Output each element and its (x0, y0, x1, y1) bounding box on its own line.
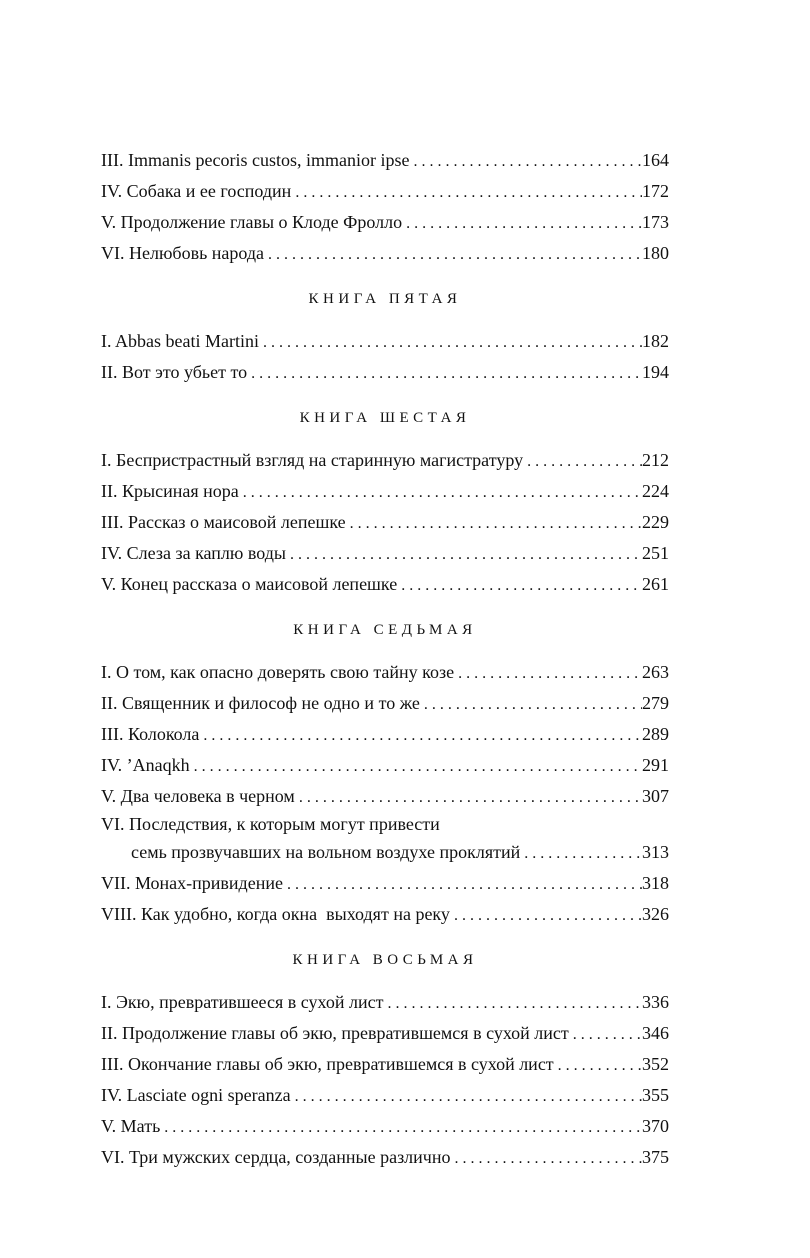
dot-leader (295, 1081, 642, 1112)
dot-leader (299, 782, 642, 813)
toc-entry (101, 1111, 669, 1142)
entry-title: V. Конец рассказа о маисовой лепешке (101, 574, 398, 594)
entry-title: I. Abbas beati Martini (101, 331, 259, 351)
chapter-group-continued (101, 145, 669, 269)
entry-page: 261 (642, 574, 669, 594)
dot-leader (424, 689, 642, 720)
entry-title-line2-row (101, 837, 669, 868)
entry-page: 355 (642, 1085, 669, 1105)
dot-leader (268, 239, 642, 270)
entry-title: III. Immanis pecoris custos, immanior ipse (101, 150, 410, 170)
book-heading-7: КНИГА СЕДЬМАЯ (293, 622, 477, 638)
dot-leader (295, 177, 642, 208)
toc-entry (101, 357, 669, 388)
toc-entry (101, 1018, 669, 1049)
toc-entry (101, 688, 669, 719)
toc-entry (101, 476, 669, 507)
entry-title: II. Вот это убьет то (101, 362, 248, 382)
dot-leader (458, 658, 642, 689)
entry-title: VIII. Как удобно, когда окна выходят на реку (101, 904, 450, 924)
entry-title: IV. Lasciate ogni speranza (101, 1085, 291, 1105)
entry-page: 289 (642, 724, 669, 744)
dot-leader (527, 446, 642, 477)
entry-title-line1: VI. Последствия, к которым могут привести (101, 814, 440, 834)
entry-page: 251 (642, 543, 669, 563)
toc-entry (101, 1142, 669, 1173)
dot-leader (203, 720, 642, 751)
entry-page: 229 (642, 512, 669, 532)
toc-entry (101, 538, 669, 569)
entry-title: VII. Монах-привидение (101, 873, 283, 893)
entry-page: 182 (642, 331, 669, 351)
dot-leader (573, 1019, 642, 1050)
entry-title-line2: семь прозвучавших на вольном воздухе проклятий (131, 842, 521, 862)
entry-title: III. Рассказ о маисовой лепешке (101, 512, 346, 532)
table-of-contents (101, 145, 669, 1173)
entry-page: 336 (642, 992, 669, 1012)
entry-title: I. Экю, превратившееся в сухой лист (101, 992, 384, 1012)
dot-leader (194, 751, 642, 782)
entry-title: III. Колокола (101, 724, 200, 744)
dot-leader (164, 1112, 642, 1143)
book-heading-5: КНИГА ПЯТАЯ (308, 291, 462, 307)
entry-title: IV. ’Anaqkh (101, 755, 190, 775)
entry-page: 172 (642, 181, 669, 201)
dot-leader (251, 358, 642, 389)
dot-leader (401, 570, 642, 601)
entry-title: I. О том, как опасно доверять свою тайну козе (101, 662, 455, 682)
book-heading-8: КНИГА ВОСЬМАЯ (292, 952, 478, 968)
dot-leader (454, 900, 642, 931)
dot-leader (524, 838, 642, 869)
dot-leader (454, 1143, 642, 1174)
dot-leader (406, 208, 642, 239)
entry-title: I. Беспристрастный взгляд на старинную магистратуру (101, 450, 524, 470)
toc-entry (101, 1080, 669, 1111)
entry-page: 370 (642, 1116, 669, 1136)
entry-page: 173 (642, 212, 669, 232)
dot-leader (263, 327, 642, 358)
entry-title: II. Продолжение главы об экю, превратившемся в сухой лист (101, 1023, 569, 1043)
entry-page: 346 (642, 1023, 669, 1043)
dot-leader (387, 988, 642, 1019)
toc-entry (101, 326, 669, 357)
entry-page: 263 (642, 662, 669, 682)
entry-title: V. Мать (101, 1116, 161, 1136)
book-heading-6: КНИГА ШЕСТАЯ (299, 410, 471, 426)
toc-entry (101, 719, 669, 750)
chapter-group-book6 (101, 445, 669, 600)
toc-entry (101, 207, 669, 238)
toc-entry (101, 899, 669, 930)
toc-entry (101, 1049, 669, 1080)
chapter-group-book8 (101, 987, 669, 1173)
toc-entry (101, 238, 669, 269)
chapter-group-book7 (101, 657, 669, 930)
entry-page: 318 (642, 873, 669, 893)
toc-entry (101, 145, 669, 176)
entry-page: 164 (642, 150, 669, 170)
entry-page: 313 (642, 842, 669, 862)
toc-entry (101, 781, 669, 812)
entry-page: 279 (642, 693, 669, 713)
entry-title: IV. Собака и ее господин (101, 181, 292, 201)
dot-leader (558, 1050, 642, 1081)
dot-leader (413, 146, 642, 177)
entry-page: 224 (642, 481, 669, 501)
toc-entry (101, 507, 669, 538)
entry-page: 307 (642, 786, 669, 806)
entry-title: VI. Нелюбовь народа (101, 243, 265, 263)
entry-page: 326 (642, 904, 669, 924)
entry-title: III. Окончание главы об экю, превратившемся в сухой лист (101, 1054, 554, 1074)
toc-entry (101, 176, 669, 207)
entry-title: II. Священник и философ не одно и то же (101, 693, 420, 713)
toc-entry (101, 569, 669, 600)
dot-leader (243, 477, 642, 508)
toc-entry (101, 750, 669, 781)
entry-page: 375 (642, 1147, 669, 1167)
toc-entry (101, 445, 669, 476)
entry-page: 291 (642, 755, 669, 775)
entry-page: 180 (642, 243, 669, 263)
toc-entry-multiline (101, 812, 669, 868)
entry-page: 194 (642, 362, 669, 382)
toc-entry (101, 868, 669, 899)
dot-leader (290, 539, 642, 570)
entry-title: V. Продолжение главы о Клоде Фролло (101, 212, 403, 232)
dot-leader (287, 869, 642, 900)
entry-title: V. Два человека в черном (101, 786, 295, 806)
entry-page: 212 (642, 450, 669, 470)
toc-entry (101, 987, 669, 1018)
chapter-group-book5 (101, 326, 669, 388)
toc-entry (101, 657, 669, 688)
dot-leader (350, 508, 642, 539)
entry-title: IV. Слеза за каплю воды (101, 543, 286, 563)
entry-page: 352 (642, 1054, 669, 1074)
entry-title: VI. Три мужских сердца, созданные различно (101, 1147, 451, 1167)
entry-title: II. Крысиная нора (101, 481, 239, 501)
